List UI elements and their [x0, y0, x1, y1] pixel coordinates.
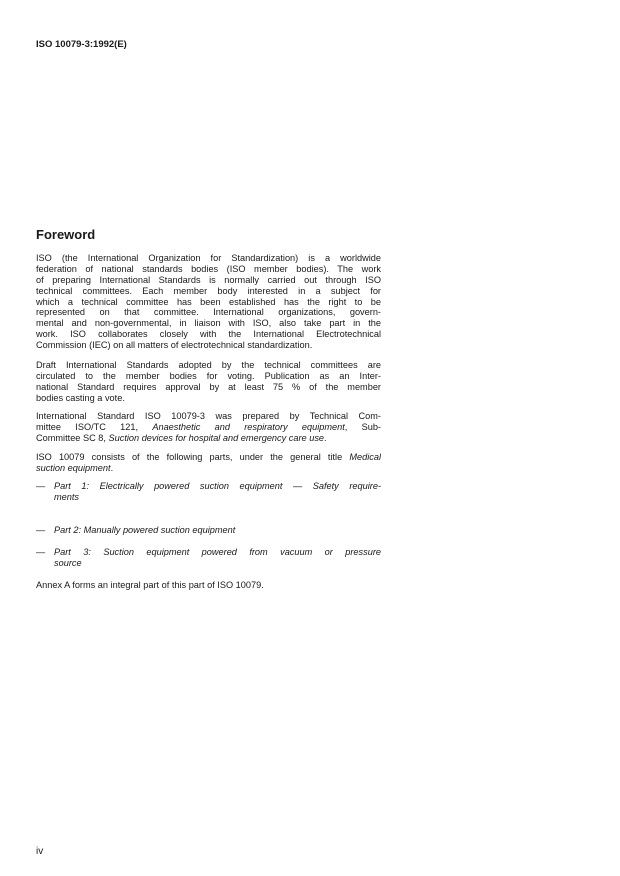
- text-run: , Sub-: [344, 421, 381, 432]
- text-run: Committee SC 8,: [36, 432, 109, 443]
- text-line: [36, 340, 381, 351]
- text-line: [36, 253, 381, 264]
- text-run: .: [324, 432, 327, 443]
- text-run: represented on that committee. International organizations, govern-: [36, 307, 381, 318]
- text-run: bodies casting a vote.: [36, 392, 125, 403]
- text-run: ISO 10079 consists of the following parts, under the general title: [36, 452, 350, 462]
- text-run: Part 1: Electrically powered suction equipment — Safety require-: [54, 481, 381, 491]
- text-run: Suction devices for hospital and emergency care use: [108, 432, 325, 443]
- paragraph: [36, 360, 381, 404]
- text-run: mittee ISO/TC 121,: [36, 421, 153, 432]
- text-run: Anaesthetic and respiratory equipment: [152, 421, 345, 432]
- text-line: [36, 286, 381, 297]
- list-item: [36, 481, 381, 503]
- text-line: [36, 318, 381, 329]
- text-line: [36, 360, 381, 371]
- text-line: [54, 547, 381, 558]
- text-run: Medical: [349, 452, 381, 462]
- bullet-dash: —: [36, 525, 46, 535]
- text-line: [36, 275, 381, 286]
- text-run: of preparing International Standards is normally carried out through ISO: [36, 274, 381, 285]
- text-line: [36, 452, 381, 463]
- list-item: [36, 547, 381, 569]
- text-line: [54, 481, 381, 492]
- text-run: suction equipment: [36, 462, 111, 473]
- text-line: [36, 264, 381, 275]
- text-run: technical committees. Each member body interested in a subject for: [36, 285, 381, 296]
- text-line: [36, 463, 381, 474]
- text-line: [36, 297, 381, 308]
- bullet-dash: —: [36, 481, 46, 491]
- bullet-dash: —: [36, 547, 46, 557]
- text-run: which a technical committee has been established has the right to be: [36, 296, 381, 307]
- text-line: [36, 580, 381, 591]
- list-item: [36, 525, 381, 536]
- paragraph: [36, 580, 381, 591]
- text-line: [36, 371, 381, 382]
- text-run: circulated to the member bodies for voting. Publication as an Inter-: [36, 370, 381, 381]
- text-line: [36, 329, 381, 340]
- section-title: Foreword: [36, 227, 96, 242]
- text-run: federation of national standards bodies (ISO member bodies). The work: [36, 263, 381, 274]
- text-run: Part 3: Suction equipment powered from vacuum or pressure: [54, 547, 381, 557]
- text-run: Annex A forms an integral part of this part of ISO 10079.: [36, 580, 264, 590]
- text-run: Commission (IEC) on all matters of electrotechnical standardization.: [36, 340, 313, 351]
- text-run: source: [54, 557, 82, 568]
- paragraph: [36, 452, 381, 474]
- text-line: [54, 558, 381, 569]
- document-header: ISO 10079-3:1992(E): [36, 39, 127, 50]
- text-line: [36, 433, 381, 444]
- text-line: [36, 411, 381, 422]
- text-run: national Standard requires approval by at least 75 % of the member: [36, 381, 381, 392]
- text-run: work. ISO collaborates closely with the International Electrotechnical: [36, 329, 381, 340]
- text-run: mental and non-governmental, in liaison with ISO, also take part in the: [36, 318, 381, 329]
- text-run: Draft International Standards adopted by the technical committees are: [36, 360, 381, 370]
- text-line: [36, 382, 381, 393]
- paragraph: [36, 411, 381, 444]
- text-line: [36, 393, 381, 404]
- paragraph: [36, 253, 381, 351]
- page-number: iv: [36, 846, 44, 857]
- text-run: International Standard ISO 10079-3 was prepared by Technical Com-: [36, 411, 381, 421]
- text-line: [54, 492, 381, 503]
- text-line: [36, 307, 381, 318]
- text-run: .: [110, 462, 114, 473]
- text-line: [54, 525, 381, 536]
- text-line: [36, 422, 381, 433]
- text-run: ISO (the International Organization for Standardization) is a worldwide: [36, 253, 381, 263]
- text-run: Part 2: Manually powered suction equipment: [54, 525, 236, 535]
- text-run: ments: [54, 491, 80, 502]
